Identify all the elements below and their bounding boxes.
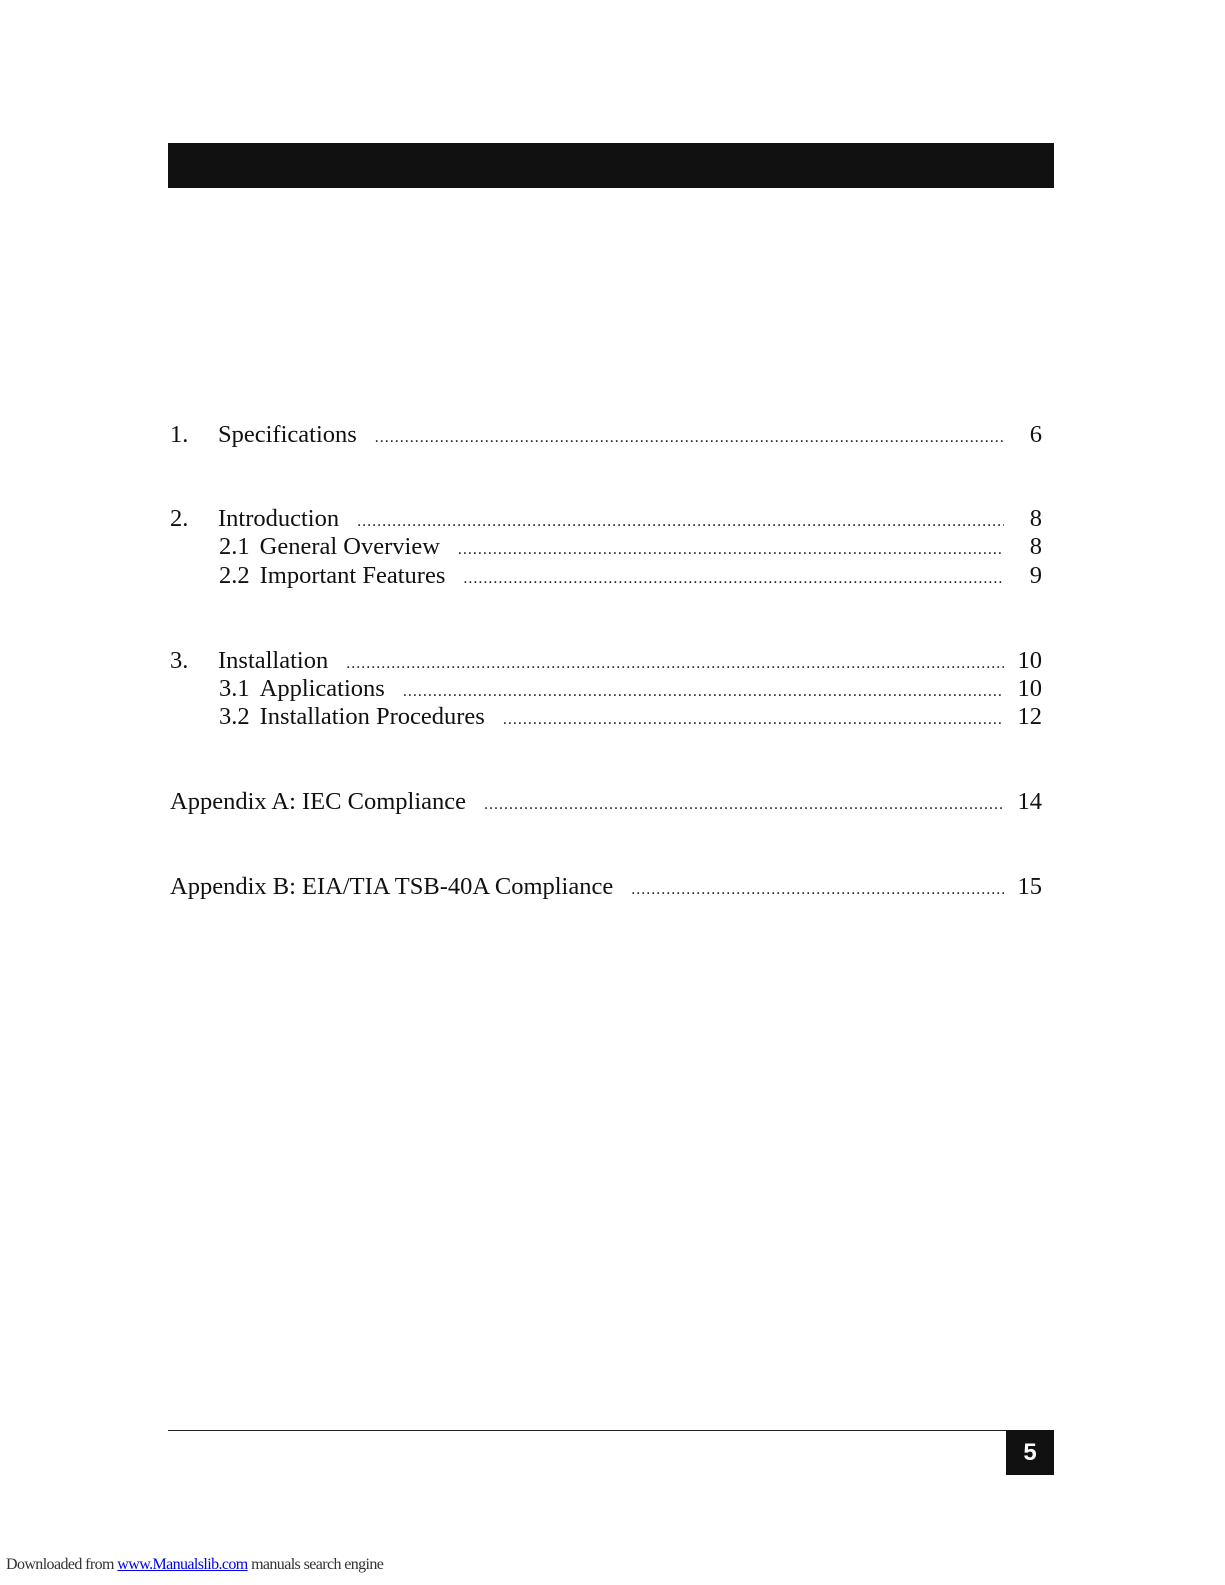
toc-entry-page: 10 [1017,675,1042,702]
toc-dot-leader [503,705,1004,735]
toc-entry-page: 14 [1017,788,1042,815]
toc-entry-label: Installation Procedures [259,703,485,730]
toc-entry-page: 8 [1029,533,1042,560]
header-bar [168,143,1054,188]
toc-entry-specifications[interactable] [170,420,1042,450]
toc-entry-label: Important Features [259,562,446,589]
toc-entry-title: Specifications [218,421,357,448]
toc-entry-title: Appendix B: EIA/TIA TSB-40A Compliance [170,873,614,900]
download-attribution [6,1556,383,1574]
toc-dot-leader [375,423,1004,453]
toc-entry-appendix-a[interactable] [170,787,1042,817]
toc-entry-title: Installation [218,647,329,674]
download-suffix: manuals search engine [251,1556,384,1573]
toc-dot-leader [463,564,1004,594]
toc-entry-number: 2. [170,505,189,532]
manualslib-link[interactable]: www.Manualslib.com [117,1556,248,1573]
toc-entry-number: 3. [170,647,189,674]
toc-entry-title: Appendix A: IEC Compliance [170,788,466,815]
toc-entry-title [219,561,463,591]
toc-entry-title: Introduction [218,505,340,532]
toc-entry-page: 9 [1029,562,1042,589]
toc-entry-installation-procedures[interactable] [170,702,1042,732]
toc-entry-number: 1. [170,421,189,448]
toc-entry-applications[interactable] [170,674,1042,704]
toc-entry-page: 12 [1017,703,1042,730]
toc-entry-general-overview[interactable] [170,532,1042,562]
toc-dot-leader [484,790,1004,820]
toc-entry-page: 6 [1029,421,1042,448]
page-number-badge: 5 [1006,1430,1054,1475]
toc-entry-introduction[interactable] [170,504,1042,534]
toc-entry-title [219,674,403,704]
toc-dot-leader [631,875,1004,905]
toc-entry-appendix-b[interactable] [170,872,1042,902]
toc-entry-number: 3.2 [219,703,250,730]
toc-entry-important-features[interactable] [170,561,1042,591]
toc-entry-number: 2.2 [219,562,250,589]
footer-rule [168,1430,1008,1431]
toc-entry-page: 10 [1017,647,1042,674]
toc-entry-title [219,702,503,732]
toc-entry-label: Applications [259,675,385,702]
download-prefix: Downloaded from [6,1556,114,1573]
toc-entry-number: 2.1 [219,533,250,560]
toc-entry-page: 8 [1029,505,1042,532]
toc-entry-page: 15 [1017,873,1042,900]
toc-entry-label: General Overview [259,533,440,560]
toc-entry-installation[interactable] [170,646,1042,676]
toc-entry-number: 3.1 [219,675,250,702]
toc-entry-title [219,532,458,562]
